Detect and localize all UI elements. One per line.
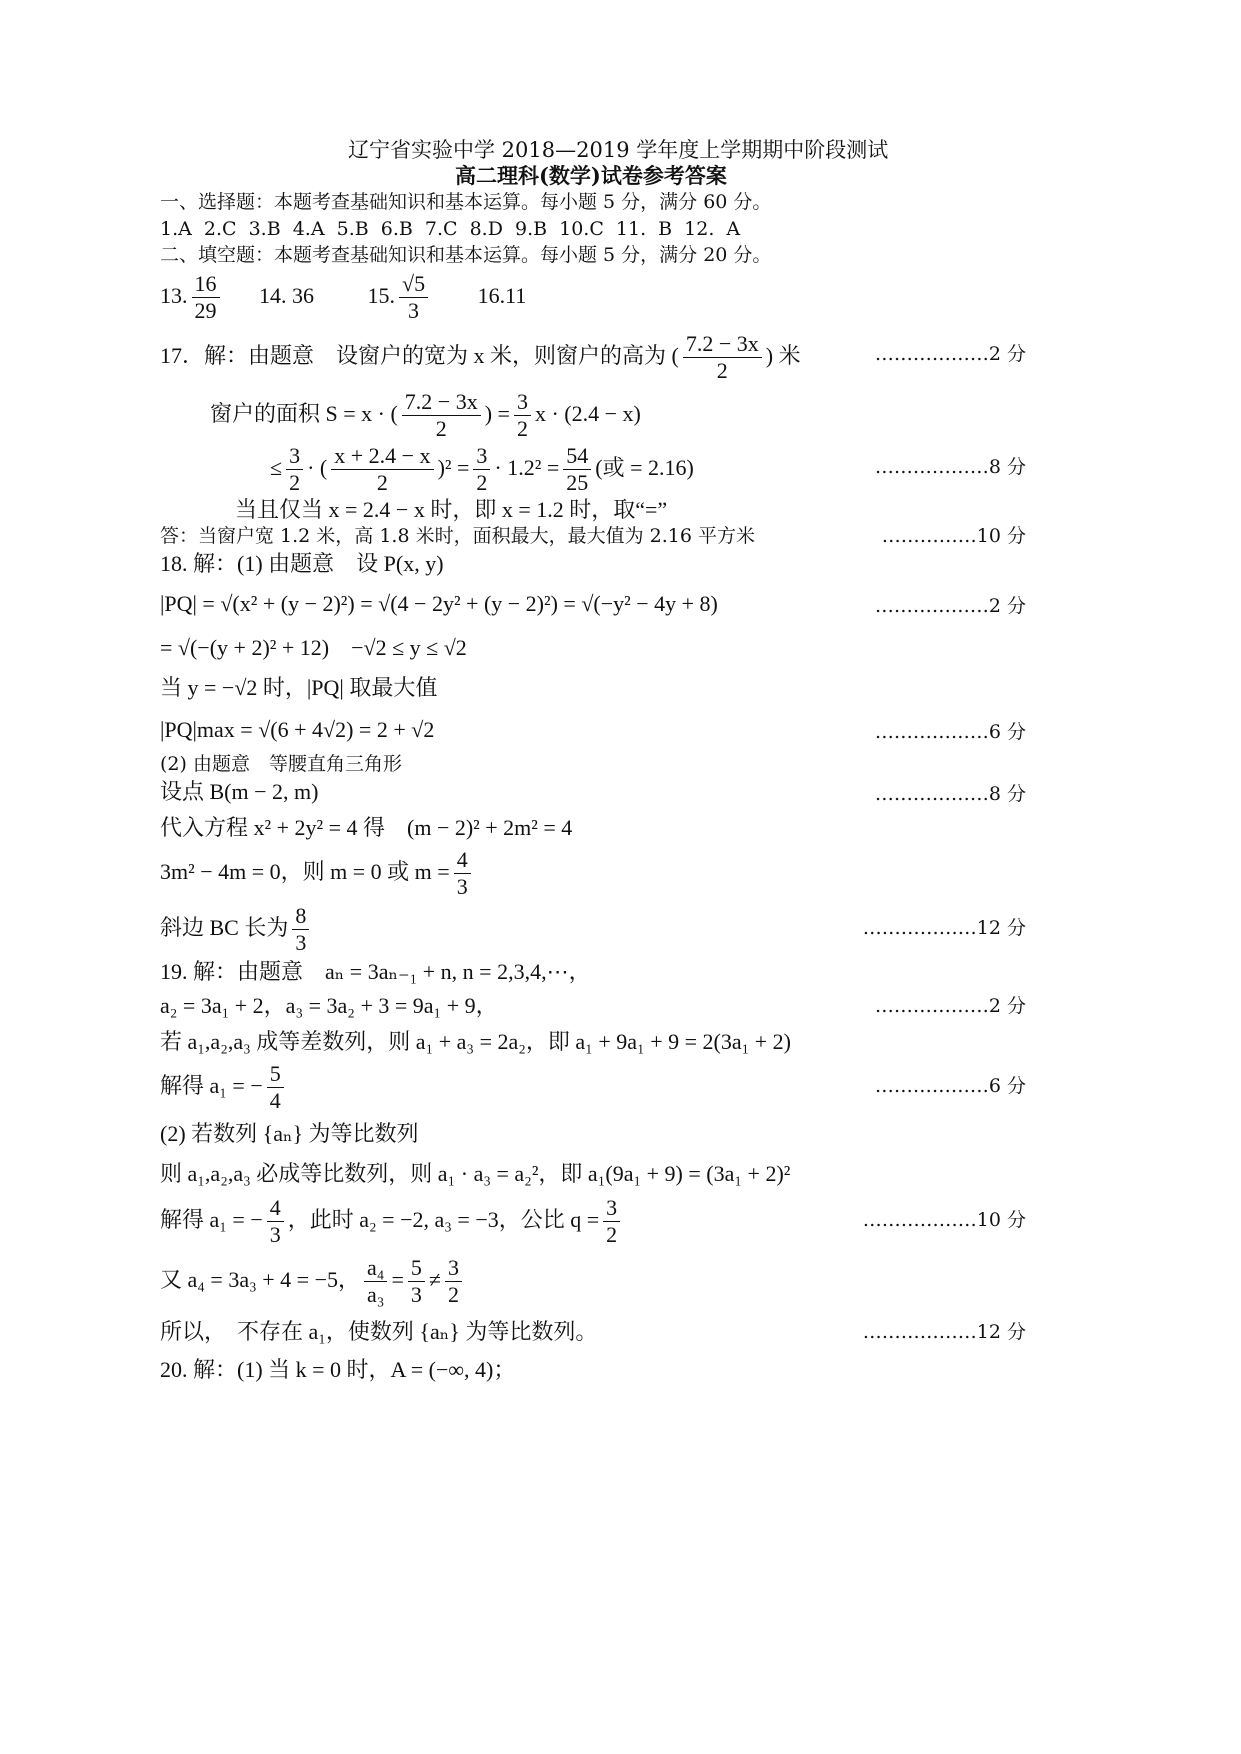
q18-line1: 18. 解：(1) 由题意 设 P(x, y) (160, 551, 444, 576)
section2-heading: 二、填空题：本题考查基础知识和基本运算。每小题 5 分，满分 20 分。 (160, 244, 772, 266)
q17-line2: 窗户的面积 S = x · ( $\frac{7.2 - 3x}{2}$ ) = $\frac{3}{2}$ x · (2.4 − x) (210, 389, 641, 442)
q13-fraction: $\frac{16}{29}$ (192, 271, 220, 324)
q16-answer: 16.11 (477, 283, 527, 308)
section1-heading: 一、选择题：本题考查基础知识和基本运算。每小题 5 分，满分 60 分。 (160, 191, 772, 213)
q19-points-2: ………………6 分 (874, 1075, 1026, 1097)
q17-points-2: ………………8 分 (874, 456, 1026, 478)
q18-line9: 3m² − 4m = 0，则 m = 0 或 m = $\frac{4}{3}$ (160, 846, 475, 900)
q19-line5: (2) 若数列 {aₙ} 为等比数列 (160, 1121, 419, 1146)
q18-points-3: ………………8 分 (874, 783, 1026, 805)
section1-answers: 1.A 2.C 3.B 4.A 5.B 6.B 7.C 8.D 9.B 10.C 11. B 12. A (160, 218, 741, 240)
q17-line3: ≤ $\frac{3}{2}$ · ( $\frac{x + 2.4 - x}{2}$ )² = $\frac{3}{2}$ · 1.2² = $\frac{54}{25}$ (或 = 2.16) (270, 443, 694, 496)
q19-line4: 解得 a₁ = − $\frac{5}{4}$ (160, 1060, 288, 1114)
q19-line1: 19. 解：由题意 aₙ = 3aₙ₋₁ + n, n = 2,3,4,⋯， (160, 959, 591, 984)
q15-label: 15. (367, 283, 395, 308)
q18-line7: 设点 B(m − 2, m) (160, 779, 319, 804)
q18-line6: (2) 由题意 等腰直角三角形 (160, 753, 402, 775)
q19-line6: 则 a₁,a₂,a₃ 必成等比数列，则 a₁ · a₃ = a₂²，即 a₁(9a₁ + 9) = (3a₁ + 2)² (160, 1161, 791, 1186)
q18-line10: 斜边 BC 长为 $\frac{8}{3}$ (160, 902, 313, 956)
q17-answer: 答：当窗户宽 1.2 米，高 1.8 米时，面积最大，最大值为 2.16 平方米 (160, 525, 755, 547)
document-title: 辽宁省实验中学 2018—2019 学年度上学期期中阶段测试 (348, 138, 889, 162)
q17-points-3: ……………10 分 (881, 525, 1026, 547)
fill-in-answers (160, 270, 526, 324)
q18-points-2: ………………6 分 (874, 721, 1026, 743)
q19-points-1: ………………2 分 (874, 995, 1026, 1017)
q19-points-3: ………………10 分 (862, 1209, 1026, 1231)
q15-fraction: $\frac{√5}{3}$ (399, 271, 428, 324)
q19-line2: a₂ = 3a₁ + 2，a₃ = 3a₂ + 3 = 9a₁ + 9， (160, 993, 498, 1018)
q19-points-4: ………………12 分 (862, 1321, 1026, 1343)
document-subtitle: 高二理科(数学)试卷参考答案 (455, 163, 727, 188)
q17-line4: 当且仅当 x = 2.4 − x 时，即 x = 1.2 时，取“=” (235, 497, 668, 522)
q17-points-1: ………………2 分 (874, 343, 1026, 365)
q18-line3: = √(−(y + 2)² + 12) −√2 ≤ y ≤ √2 (160, 635, 467, 660)
q18-line8: 代入方程 x² + 2y² = 4 得 (m − 2)² + 2m² = 4 (160, 815, 573, 840)
q18-line2: |PQ| = √(x² + (y − 2)²) = √(4 − 2y² + (y − 2)²) = √(−y² − 4y + 8) (160, 591, 718, 616)
q18-line4: 当 y = −√2 时，|PQ| 取最大值 (160, 675, 438, 700)
q18-points-1: ………………2 分 (874, 595, 1026, 617)
q17-line1: 17．解：由题意 设窗户的宽为 x 米，则窗户的高为 ( $\frac{7.2 - 3x}{2}$ ) 米 (160, 331, 801, 384)
q19-line8: 又 a₄ = 3a₃ + 4 = −5， $\frac{\text{a₄}}{\text{a₃}}$ = $\frac{5}{3}$ ≠ $\frac{3}{2}$ (160, 1254, 466, 1308)
q19-line7: 解得 a₁ = − $\frac{4}{3}$ ，此时 a₂ = −2, a₃ = −3，公比 q = $\frac{3}{2}$ (160, 1194, 624, 1248)
q20-line1: 20. 解：(1) 当 k = 0 时，A = (−∞, 4)； (160, 1357, 516, 1382)
q19-line9: 所以， 不存在 a₁，使数列 {aₙ} 为等比数列。 (160, 1319, 598, 1344)
q18-points-4: ………………12 分 (862, 917, 1026, 939)
q18-line5: |PQ|max = √(6 + 4√2) = 2 + √2 (160, 717, 435, 742)
q14-answer: 14. 36 (259, 283, 314, 308)
q19-line3: 若 a₁,a₂,a₃ 成等差数列，则 a₁ + a₃ = 2a₂，即 a₁ + 9a₁ + 9 = 2(3a₁ + 2) (160, 1029, 792, 1054)
q13-label: 13. (160, 283, 188, 308)
